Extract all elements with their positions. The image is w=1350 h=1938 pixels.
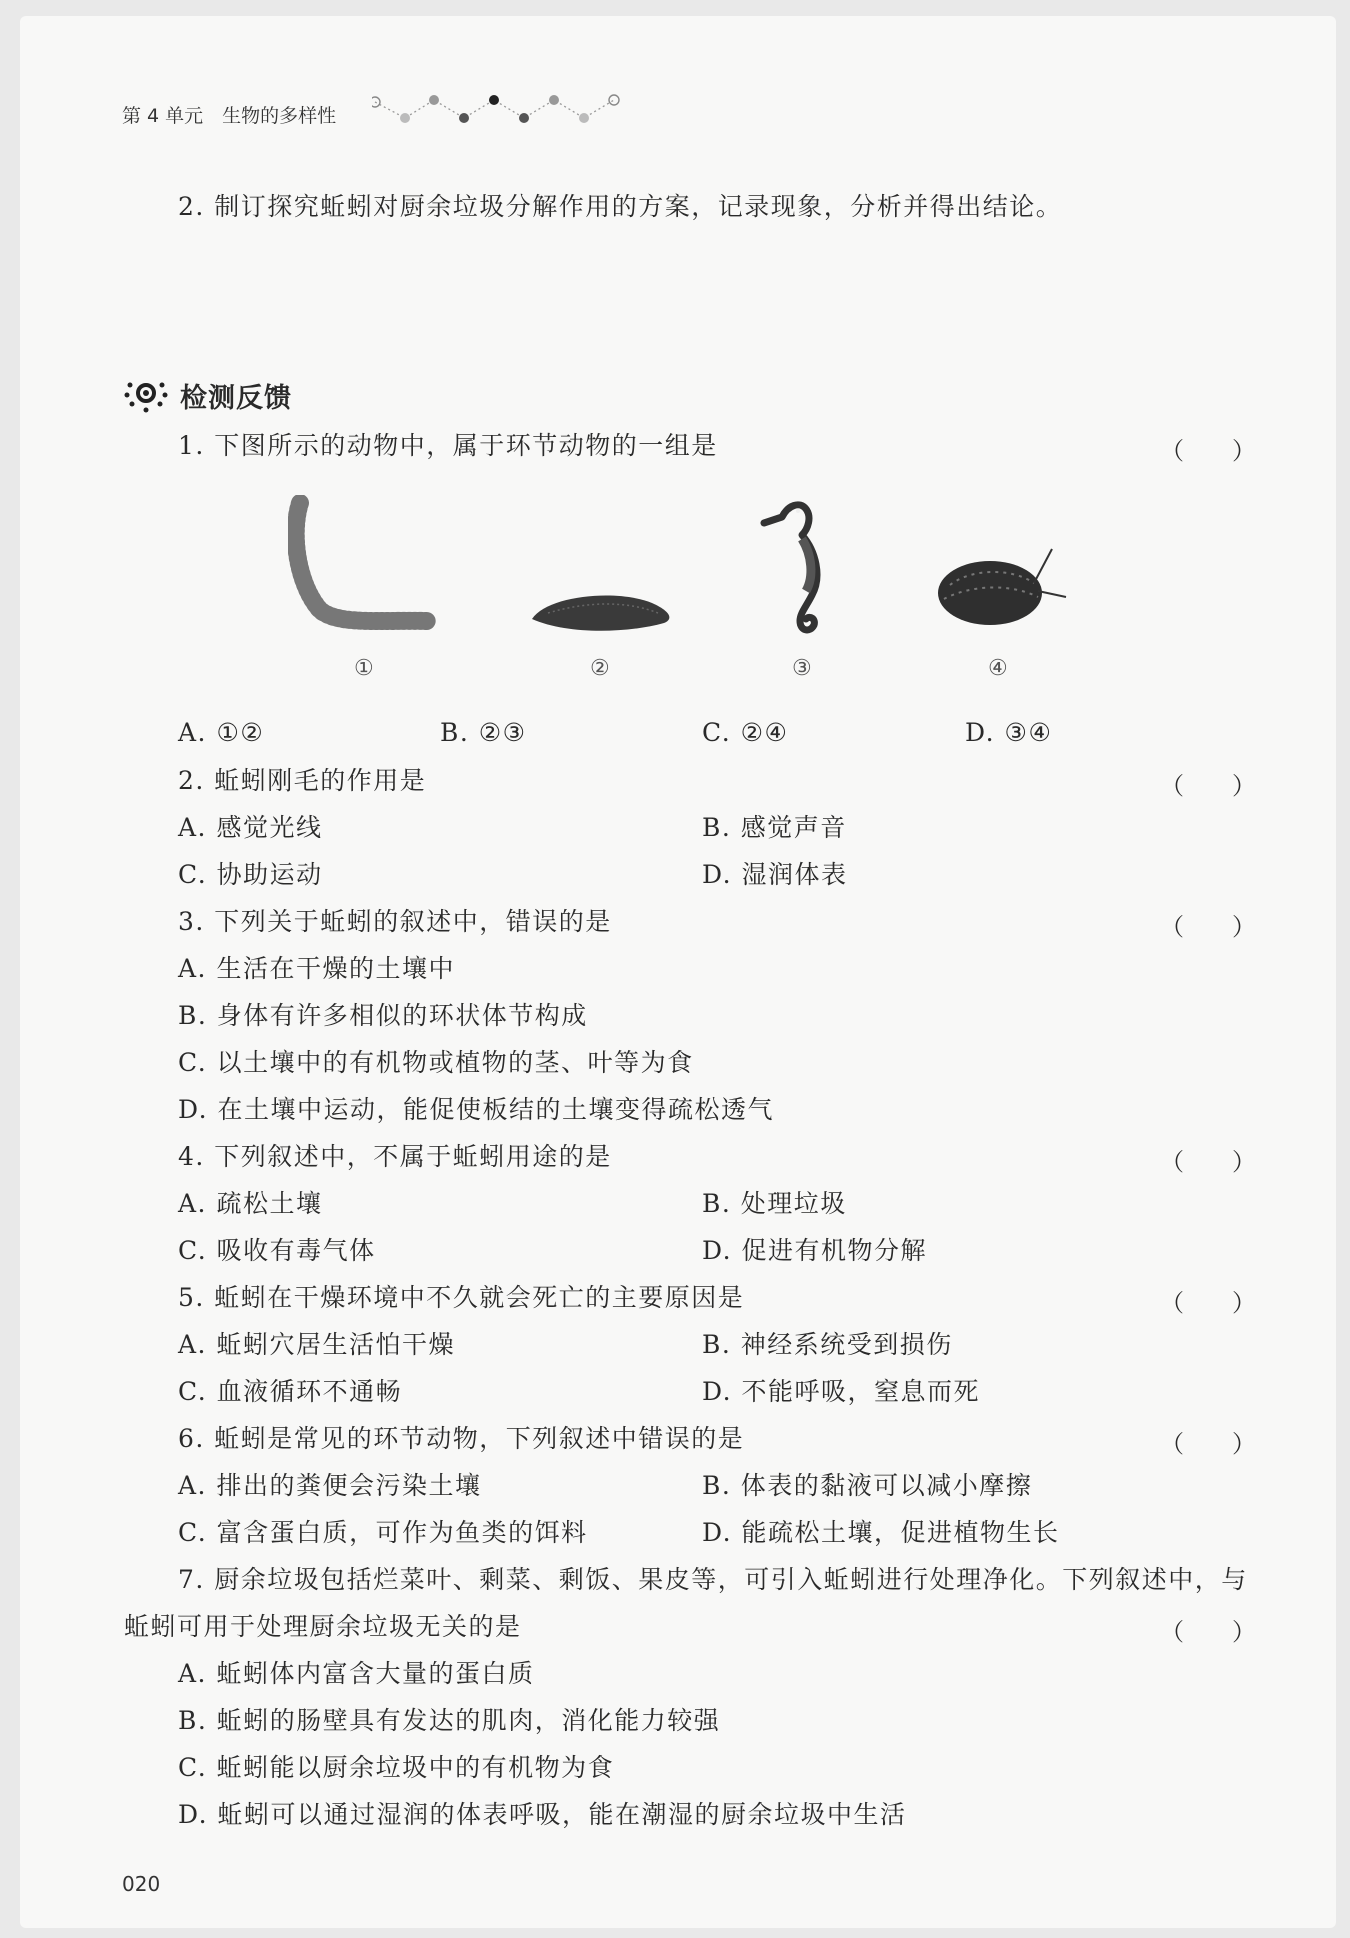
q7-answer-paren: （ ） <box>1160 1618 1256 1646</box>
q6-option-d: D. 能疏松土壤，促进植物生长 <box>702 1518 1060 1547</box>
q1-option-b: B. ②③ <box>440 718 527 747</box>
leech-image <box>528 587 678 637</box>
q6-option-c: C. 富含蛋白质，可作为鱼类的饵料 <box>178 1518 588 1547</box>
q1-label-2: ② <box>590 656 610 681</box>
q1-label-3: ③ <box>792 656 812 681</box>
q3-option-a: A. 生活在干燥的土壤中 <box>178 954 455 983</box>
q2-option-d: D. 湿润体表 <box>702 860 848 889</box>
q5-option-a: A. 蚯蚓穴居生活怕干燥 <box>178 1330 455 1359</box>
q5-option-b: B. 神经系统受到损伤 <box>702 1330 953 1359</box>
q7-option-a: A. 蚯蚓体内富含大量的蛋白质 <box>178 1659 535 1688</box>
q7-stem-line2: 蚯蚓可用于处理厨余垃圾无关的是 <box>124 1612 522 1641</box>
q3-option-d: D. 在土壤中运动，能促使板结的土壤变得疏松透气 <box>178 1095 775 1124</box>
unit-header: 第 4 单元 生物的多样性 <box>122 105 337 127</box>
q2-option-c: C. 协助运动 <box>178 860 323 889</box>
q4-option-b: B. 处理垃圾 <box>702 1189 847 1218</box>
q2-stem: 2. 蚯蚓刚毛的作用是 <box>178 766 427 795</box>
q1-label-4: ④ <box>988 656 1008 681</box>
q6-stem: 6. 蚯蚓是常见的环节动物，下列叙述中错误的是 <box>178 1424 745 1453</box>
page-number: 020 <box>122 1872 161 1896</box>
q4-option-d: D. 促进有机物分解 <box>702 1236 928 1265</box>
q1-label-1: ① <box>354 656 374 681</box>
woodlouse-image <box>930 535 1070 635</box>
q7-option-d: D. 蚯蚓可以通过湿润的体表呼吸，能在潮湿的厨余垃圾中生活 <box>178 1800 907 1829</box>
q4-stem: 4. 下列叙述中，不属于蚯蚓用途的是 <box>178 1142 612 1171</box>
intro-question-2: 2. 制订探究蚯蚓对厨余垃圾分解作用的方案，记录现象，分析并得出结论。 <box>178 192 1063 221</box>
q6-option-a: A. 排出的粪便会污染土壤 <box>178 1471 482 1500</box>
q1-answer-paren: （ ） <box>1160 437 1256 465</box>
q3-stem: 3. 下列关于蚯蚓的叙述中，错误的是 <box>178 907 612 936</box>
q5-answer-paren: （ ） <box>1160 1289 1256 1317</box>
q2-option-a: A. 感觉光线 <box>178 813 323 842</box>
q2-option-b: B. 感觉声音 <box>702 813 847 842</box>
q5-option-d: D. 不能呼吸，窒息而死 <box>702 1377 981 1406</box>
q3-option-b: B. 身体有许多相似的环状体节构成 <box>178 1001 588 1030</box>
q1-option-d: D. ③④ <box>965 718 1053 747</box>
q7-stem-line1: 7. 厨余垃圾包括烂菜叶、剩菜、剩饭、果皮等，可引入蚯蚓进行处理净化。下列叙述中，与 <box>178 1565 1248 1594</box>
seahorse-image <box>760 495 840 640</box>
q6-option-b: B. 体表的黏液可以减小摩擦 <box>702 1471 1033 1500</box>
q1-option-c: C. ②④ <box>702 718 789 747</box>
section-title: 检测反馈 <box>180 383 292 414</box>
q7-option-c: C. 蚯蚓能以厨余垃圾中的有机物为食 <box>178 1753 615 1782</box>
q4-answer-paren: （ ） <box>1160 1148 1256 1176</box>
q2-answer-paren: （ ） <box>1160 772 1256 800</box>
q4-option-c: C. 吸收有毒气体 <box>178 1236 376 1265</box>
q3-answer-paren: （ ） <box>1160 913 1256 941</box>
q1-stem: 1. 下图所示的动物中，属于环节动物的一组是 <box>178 431 718 460</box>
q1-option-a: A. ①② <box>178 718 265 747</box>
decorative-dots <box>372 92 662 132</box>
section-icon <box>124 375 168 415</box>
q5-stem: 5. 蚯蚓在干燥环境中不久就会死亡的主要原因是 <box>178 1283 745 1312</box>
q3-option-c: C. 以土壤中的有机物或植物的茎、叶等为食 <box>178 1048 694 1077</box>
q6-answer-paren: （ ） <box>1160 1430 1256 1458</box>
q5-option-c: C. 血液循环不通畅 <box>178 1377 403 1406</box>
q4-option-a: A. 疏松土壤 <box>178 1189 323 1218</box>
ragworm-image <box>288 495 438 635</box>
q7-option-b: B. 蚯蚓的肠壁具有发达的肌肉，消化能力较强 <box>178 1706 721 1735</box>
